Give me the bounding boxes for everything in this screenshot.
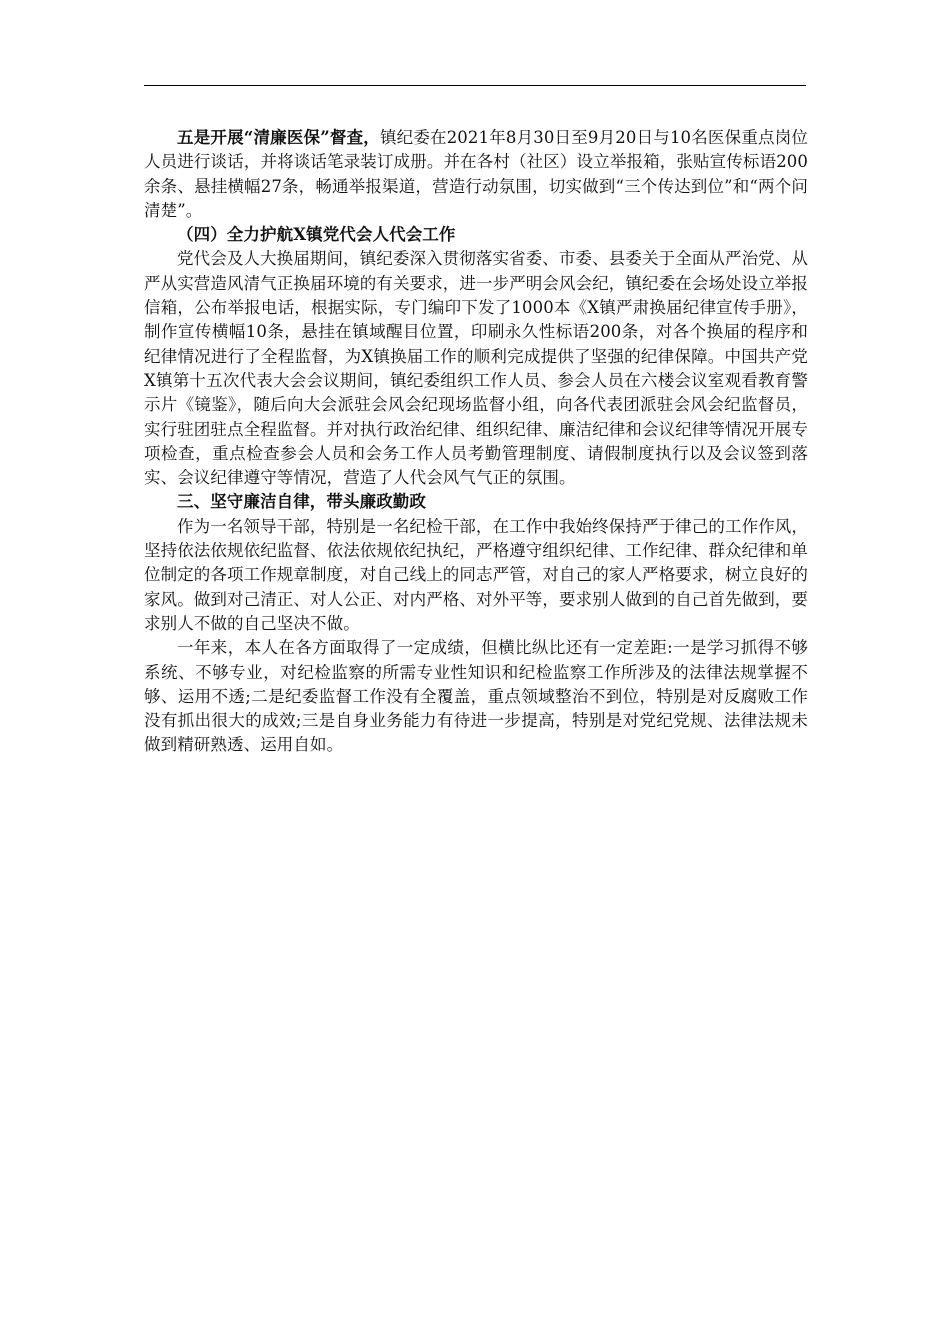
document-body [144,126,808,758]
paragraph-election-supervision: 党代会及人大换届期间，镇纪委深入贯彻落实省委、市委、县委关于全面从严治党、从严从实营造风清气正换届环境的有关要求，进一步严明会风会纪，镇纪委在会场处设立举报信箱，公布举报电话，根据实际，专门编印下发了1000本《X镇严肃换届纪律宣传手册》，制作宣传横幅10条，悬挂在镇域醒目位置，印刷永久性标语200条，对各个换届的程序和纪律情况进行了全程监督，为X镇换届工作的顺利完成提供了坚强的纪律保障。中国共产党X镇第十五次代表大会会议期间，镇纪委组织工作人员、参会人员在六楼会议室观看教育警示片《镜鉴》，随后向大会派驻会风会纪现场监督小组，向各代表团派驻会风会纪监督员，实行驻团驻点全程监督。并对执行政治纪律、组织纪律、廉洁纪律和会议纪律等情况开展专项检查，重点检查参会人员和会务工作人员考勤管理制度、请假制度执行以及会议签到落实、会议纪律遵守等情况，营造了人代会风气气正的氛围。 [144,249,808,488]
paragraph-self-discipline: 作为一名领导干部，特别是一名纪检干部，在工作中我始终保持严于律己的工作作风，坚持依法依规依纪监督、依法依规依纪执纪，严格遵守组织纪律、工作纪律、群众纪律和单位制定的各项工作规章制度，对自己线上的同志严管，对自己的家人严格要求，树立良好的家风。做到对己清正、对人公正、对内严格、对外平等，要求别人做到的自己首先做到，要求别人不做的自己坚决不做。 [144,516,808,633]
paragraph-lead: 五是开展“清廉医保”督查， [177,128,380,147]
section-heading-4: （四）全力护航X镇党代会人代会工作 [177,225,456,245]
paragraph-clean-medical-insurance [144,126,808,223]
paragraph-text: 镇纪委在2021年8月30日至9月20日与10名医保重点岗位人员进行谈话，并将谈话笔录装订成册。并在各村（社区）设立举报箱，张贴宣传标语200余条、悬挂横幅27条，畅通举报渠道，营造行动氛围，切实做到“三个传达到位”和“两个问清楚”。 [144,128,808,220]
header-rule [144,85,806,86]
paragraph-shortcomings: 一年来，本人在各方面取得了一定成绩，但横比纵比还有一定差距:一是学习抓得不够系统、不够专业，对纪检监察的所需专业性知识和纪检监察工作所涉及的法律法规掌握不够、运用不透;二是纪委监督工作没有全覆盖，重点领域整治不到位，特别是对反腐败工作没有抓出很大的成效;三是自身业务能力有待进一步提高，特别是对党纪党规、法律法规未做到精研熟透、运用自如。 [144,638,808,755]
section-heading-3: 三、坚守廉洁自律，带头廉政勤政 [177,492,426,512]
